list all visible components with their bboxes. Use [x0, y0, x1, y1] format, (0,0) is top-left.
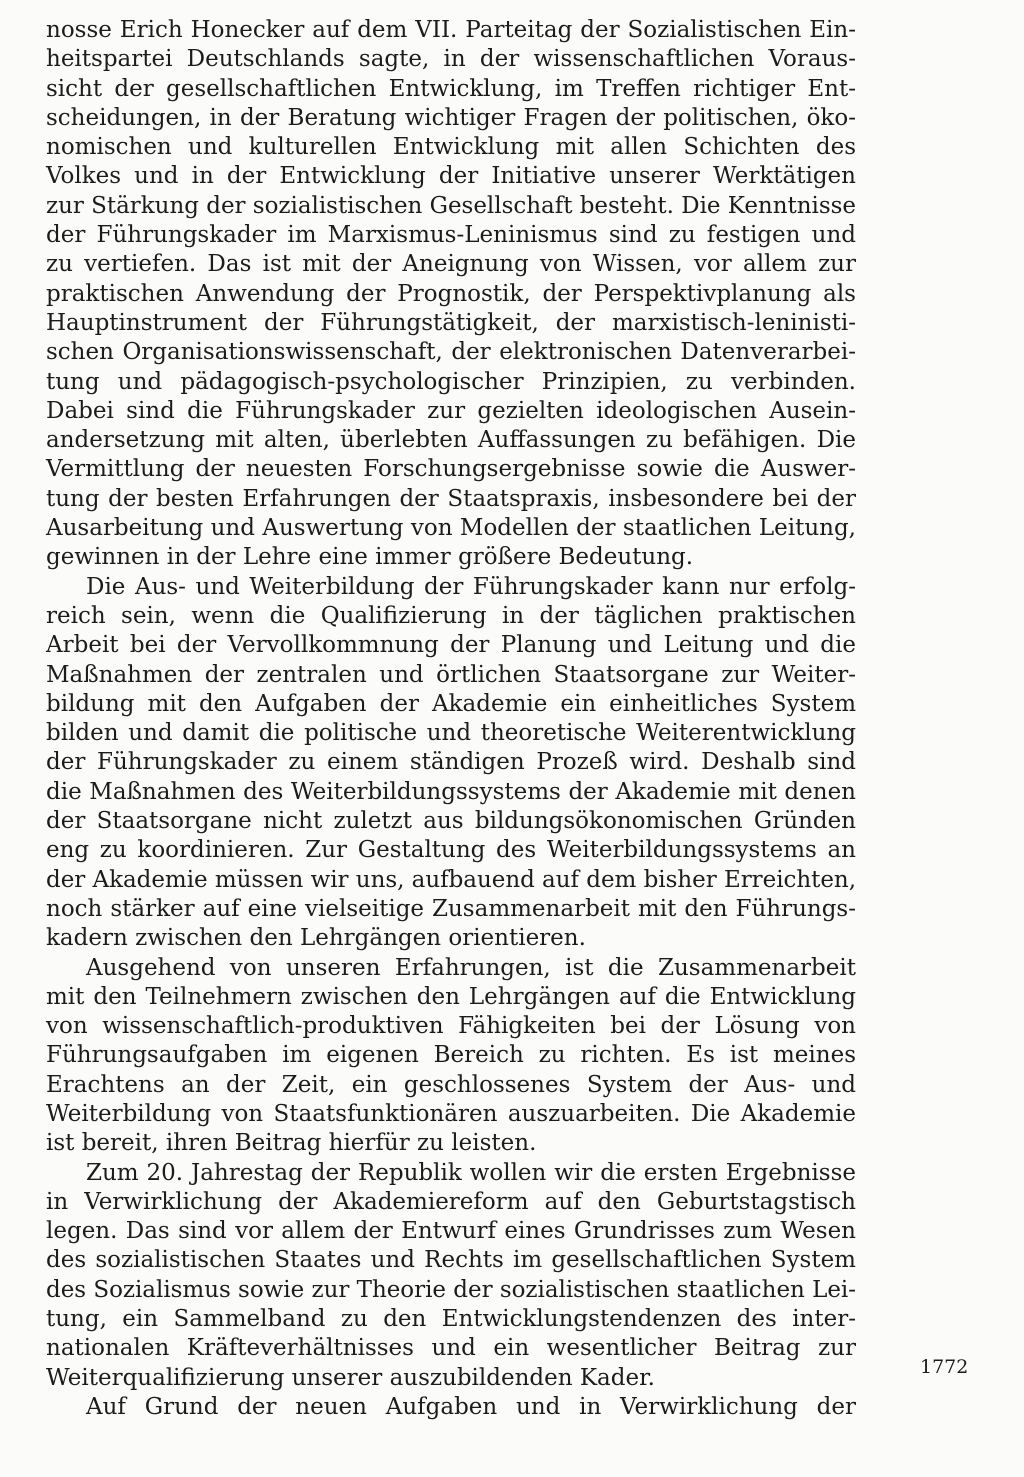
text-line: eng zu koordinieren. Zur Gestaltung des Weiterbildungssystems an	[46, 837, 856, 864]
text-line: mit den Teilnehmern zwischen den Lehrgängen auf die Entwicklung	[46, 983, 856, 1010]
page-number: 1772	[920, 1356, 969, 1378]
text-line: kadern zwischen den Lehrgängen orientieren.	[46, 925, 586, 952]
text-line: Hauptinstrument der Führungstätigkeit, der marxistisch-leninisti-	[46, 309, 856, 336]
text-line: gewinnen in der Lehre eine immer größere Bedeutung.	[46, 544, 694, 571]
text-line: tung, ein Sammelband zu den Entwicklungstendenzen des inter-	[46, 1306, 856, 1333]
text-line: praktischen Anwendung der Prognostik, der Perspektivplanung als	[46, 280, 856, 307]
text-line: Volkes und in der Entwicklung der Initiative unserer Werktätigen	[46, 163, 856, 190]
text-line: ist bereit, ihren Beitrag hierfür zu leisten.	[46, 1130, 537, 1157]
text-line: schen Organisationswissenschaft, der elektronischen Datenverarbei-	[46, 339, 856, 366]
text-line: reich sein, wenn die Qualifizierung in der täglichen praktischen	[46, 602, 856, 629]
text-line: nationalen Kräfteverhältnisses und ein wesentlicher Beitrag zur	[46, 1335, 856, 1362]
text-line: des Sozialismus sowie zur Theorie der sozialistischen staatlichen Lei-	[46, 1276, 856, 1303]
text-line: andersetzung mit alten, überlebten Auffassungen zu befähigen. Die	[46, 427, 856, 454]
text-line: bildung mit den Aufgaben der Akademie ein einheitliches System	[46, 690, 856, 717]
text-line: Maßnahmen der zentralen und örtlichen Staatsorgane zur Weiter-	[46, 661, 856, 688]
text-line: zur Stärkung der sozialistischen Gesellschaft besteht. Die Kenntnisse	[46, 192, 856, 219]
text-line: Auf Grund der neuen Aufgaben und in Verwirklichung der	[86, 1393, 856, 1420]
text-line: Weiterqualifizierung unserer auszubildenden Kader.	[46, 1364, 655, 1391]
text-line: tung und pädagogisch-psychologischer Prinzipien, zu verbinden.	[46, 368, 856, 395]
text-line: tung der besten Erfahrungen der Staatspraxis, insbesondere bei der	[46, 485, 856, 512]
text-line: heitspartei Deutschlands sagte, in der wissenschaftlichen Voraus-	[46, 46, 856, 73]
body-text	[46, 16, 856, 1422]
text-line: in Verwirklichung der Akademiereform auf den Geburtstagstisch	[46, 1188, 856, 1215]
text-line: Führungsaufgaben im eigenen Bereich zu richten. Es ist meines	[46, 1042, 856, 1069]
text-line: von wissenschaftlich-produktiven Fähigkeiten bei der Lösung von	[46, 1013, 856, 1040]
text-line: Ausgehend von unseren Erfahrungen, ist die Zusammenarbeit	[86, 954, 856, 981]
text-line: Dabei sind die Führungskader zur gezielten ideologischen Ausein-	[46, 397, 856, 424]
text-line: Erachtens an der Zeit, ein geschlossenes System der Aus- und	[46, 1071, 856, 1098]
text-line: scheidungen, in der Beratung wichtiger Fragen der politischen, öko-	[46, 104, 856, 131]
text-line: Arbeit bei der Vervollkommnung der Planung und Leitung und die	[46, 632, 856, 659]
text-line: Ausarbeitung und Auswertung von Modellen der staatlichen Leitung,	[46, 515, 856, 542]
text-line: die Maßnahmen des Weiterbildungssystems der Akademie mit denen	[46, 778, 856, 805]
text-line: der Führungskader im Marxismus-Leninismus sind zu festigen und	[46, 222, 856, 249]
text-line: sicht der gesellschaftlichen Entwicklung, im Treffen richtiger Ent-	[46, 75, 856, 102]
text-line: der Akademie müssen wir uns, aufbauend auf dem bisher Erreichten,	[46, 866, 856, 893]
text-line: nomischen und kulturellen Entwicklung mit allen Schichten des	[46, 134, 856, 161]
text-line: Die Aus- und Weiterbildung der Führungskader kann nur erfolg-	[86, 573, 856, 600]
text-line: nosse Erich Honecker auf dem VII. Parteitag der Sozialistischen Ein-	[46, 17, 856, 43]
text-line: des sozialistischen Staates und Rechts im gesellschaftlichen System	[46, 1247, 856, 1274]
text-line: Zum 20. Jahrestag der Republik wollen wir die ersten Ergebnisse	[86, 1159, 856, 1186]
text-line: noch stärker auf eine vielseitige Zusammenarbeit mit den Führungs-	[46, 895, 856, 922]
text-line: Vermittlung der neuesten Forschungsergebnisse sowie die Auswer-	[46, 456, 856, 483]
text-line: bilden und damit die politische und theoretische Weiterentwicklung	[46, 720, 856, 747]
text-line: Weiterbildung von Staatsfunktionären auszuarbeiten. Die Akademie	[46, 1100, 856, 1127]
text-line: legen. Das sind vor allem der Entwurf eines Grundrisses zum Wesen	[46, 1218, 856, 1245]
text-line: der Staatsorgane nicht zuletzt aus bildungsökonomischen Gründen	[46, 808, 856, 835]
text-line: zu vertiefen. Das ist mit der Aneignung von Wissen, vor allem zur	[46, 251, 856, 278]
text-line: der Führungskader zu einem ständigen Prozeß wird. Deshalb sind	[46, 749, 856, 776]
